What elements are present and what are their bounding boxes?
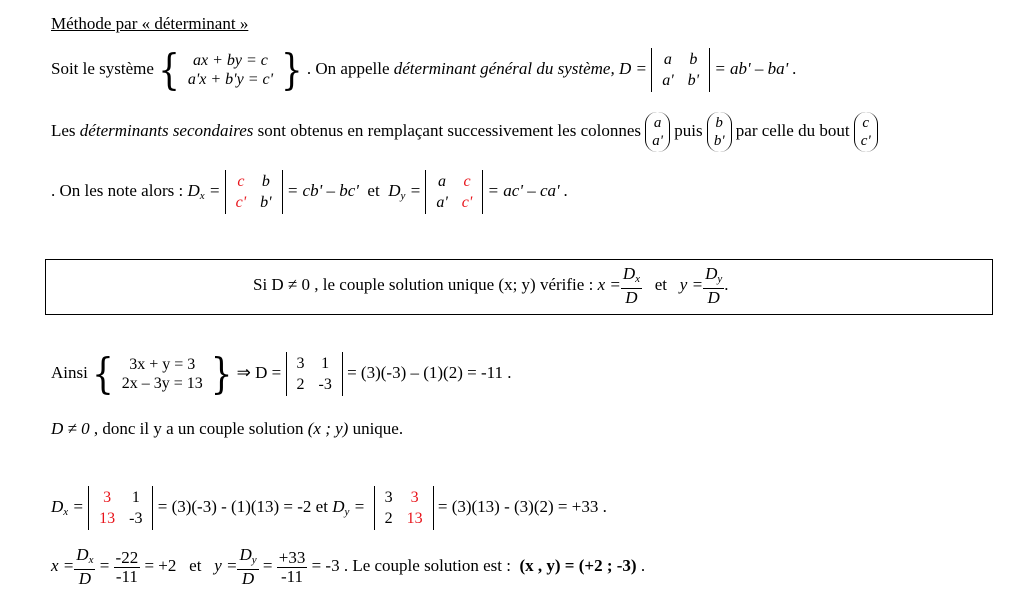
- matrix-cell: c': [461, 194, 473, 211]
- den: D: [241, 569, 255, 588]
- matrix-cell: 3: [296, 355, 305, 372]
- den: D: [707, 288, 720, 307]
- sub: y: [717, 273, 723, 285]
- matrix-cell: a': [436, 194, 448, 211]
- text: = -3 . Le couple solution est :: [311, 555, 511, 575]
- matrix-cell: 2: [296, 376, 305, 393]
- system-eq2: 2x – 3y = 13: [121, 375, 203, 392]
- theorem-content: [253, 265, 729, 307]
- matrix-cell: 13: [406, 510, 423, 527]
- column-c: [854, 112, 878, 152]
- example-line: [51, 349, 512, 399]
- text: . On appelle: [306, 58, 394, 78]
- example-matrix: [286, 352, 343, 396]
- num: [621, 265, 642, 289]
- general-system: [180, 51, 281, 89]
- matrix-cell: -3: [129, 510, 143, 527]
- system-eq1: 3x + y = 3: [129, 356, 196, 373]
- column-b: [707, 112, 732, 152]
- matrix-cell: b: [689, 51, 698, 68]
- label: D: [76, 545, 89, 564]
- text: .: [640, 555, 646, 575]
- dx-example-matrix: [88, 486, 153, 530]
- system-eq2: a'x + b'y = c': [187, 71, 274, 88]
- dy-label: $D_y$ =: [332, 496, 366, 518]
- y-equals: y =: [679, 274, 704, 294]
- text: unique.: [348, 419, 404, 438]
- dy-formula: = ac' – ca' .: [487, 180, 569, 200]
- text: puis: [674, 120, 703, 140]
- text: Les: [51, 120, 80, 140]
- label: D: [388, 180, 401, 200]
- matrix-cell: c': [235, 194, 247, 211]
- matrix-cell: -3: [318, 376, 332, 393]
- col-cell: b': [713, 133, 725, 149]
- left-brace: {: [158, 45, 180, 95]
- heading-text: Méthode par « déterminant »: [51, 14, 249, 33]
- x-fraction: [621, 265, 642, 307]
- text: par celle du bout: [735, 120, 850, 140]
- text: .: [724, 274, 729, 294]
- general-matrix: [651, 48, 710, 92]
- x-equals: x =: [51, 555, 75, 575]
- text: et: [654, 274, 668, 294]
- final-solution-line: x = $\frac{D_x}{D}$ = $\frac{-22}{-11}$ = +2 et y = $\frac{D_y}{D}$ = $\frac{+33}{-11}$ = -3 . Le couple solution est : (x , y) = (+2 ; -3) .: [51, 545, 646, 588]
- dy-example-matrix: [374, 486, 434, 530]
- label: D: [622, 264, 636, 283]
- dy-label: $D_y$ =: [388, 180, 422, 202]
- d-equals: , D =: [610, 58, 647, 78]
- answer: (x , y) = (+2 ; -3): [519, 555, 637, 575]
- sub: x: [88, 554, 94, 566]
- col-cell: a': [652, 133, 663, 149]
- sub: x: [199, 189, 205, 202]
- matrix-cell: a': [662, 72, 674, 89]
- sub: x: [63, 505, 69, 518]
- matrix-cell: 1: [131, 489, 140, 506]
- theorem-text: Si D ≠ 0 , le couple solution unique (x; y) vérifie :: [253, 274, 594, 294]
- col-cell: c': [860, 133, 871, 149]
- col-cell: c: [862, 115, 870, 131]
- matrix-cell: b': [260, 194, 272, 211]
- num: [237, 546, 258, 570]
- label: D: [187, 180, 200, 200]
- dx-label: $D_x$ =: [51, 496, 84, 518]
- x-equals: x =: [597, 274, 621, 294]
- matrix-cell: a: [438, 173, 447, 190]
- dx-result: = (3)(-3) - (1)(13) = -2 et: [157, 496, 328, 516]
- y-fraction: [703, 265, 724, 307]
- dy-matrix: [425, 170, 483, 214]
- label: D: [705, 264, 718, 283]
- y-fraction: [237, 546, 258, 588]
- dy-result: = (3)(13) - (3)(2) = +33 .: [437, 496, 607, 516]
- x-value-fraction: [114, 549, 141, 586]
- example-system: [114, 355, 211, 393]
- num: -22: [115, 547, 139, 567]
- term-general: déterminant général du système: [393, 58, 611, 78]
- dx-dy-calculation: [51, 486, 607, 530]
- right-brace: }: [281, 45, 303, 95]
- matrix-cell: 3: [384, 489, 393, 506]
- dx-label: $D_x$ =: [187, 180, 221, 202]
- text: Ainsi: [51, 362, 88, 382]
- dx-matrix: [225, 170, 283, 214]
- matrix-cell: 3: [410, 489, 419, 506]
- matrix-cell: c: [463, 173, 471, 190]
- d-nonzero-line: [51, 419, 403, 439]
- sub: y: [400, 189, 406, 202]
- left-brace: {: [92, 349, 114, 399]
- matrix-cell: c: [237, 173, 245, 190]
- right-brace: }: [210, 349, 233, 399]
- general-result: = ab' – ba' .: [714, 58, 797, 78]
- y-equals: y =: [214, 555, 238, 575]
- matrix-cell: 13: [99, 510, 116, 527]
- notation-line: [51, 170, 568, 214]
- label: D: [239, 545, 252, 564]
- matrix-cell: b': [687, 72, 700, 89]
- text: , donc il y a un couple solution: [89, 419, 308, 438]
- text: et: [189, 555, 202, 575]
- sub: y: [344, 505, 350, 518]
- y-value-fraction: [277, 549, 308, 586]
- matrix-cell: 2: [384, 510, 393, 527]
- text: (x ; y): [307, 419, 349, 438]
- implies: ⇒ D =: [236, 362, 282, 382]
- heading: [51, 14, 248, 34]
- den: -11: [281, 566, 304, 586]
- sub: y: [251, 554, 257, 566]
- matrix-cell: b: [261, 173, 270, 190]
- system-eq1: ax + by = c: [192, 52, 268, 69]
- col-cell: b: [715, 115, 723, 131]
- text: . On les note alors :: [51, 180, 184, 200]
- den: D: [78, 569, 91, 588]
- text: D ≠ 0: [51, 419, 90, 438]
- num: [74, 546, 95, 570]
- term-secondary: déterminants secondaires: [79, 120, 254, 140]
- matrix-cell: 3: [103, 489, 112, 506]
- x-fraction: [74, 546, 95, 588]
- system-definition-line: [51, 45, 797, 95]
- text: et: [367, 180, 380, 200]
- label: D: [332, 496, 345, 516]
- num: +33: [278, 547, 306, 567]
- intro-text: Soit le système: [51, 58, 154, 78]
- column-a: [645, 112, 670, 152]
- matrix-cell: a: [663, 51, 672, 68]
- col-cell: a: [653, 115, 662, 131]
- text: sont obtenus en remplaçant successivement les colonnes: [253, 120, 641, 140]
- label: D: [51, 496, 64, 516]
- matrix-cell: 1: [321, 355, 330, 372]
- den: -11: [115, 566, 138, 586]
- example-result: = (3)(-3) – (1)(2) = -11 .: [347, 362, 512, 382]
- secondary-determinants-line: [51, 112, 878, 152]
- text: = +2: [144, 555, 177, 575]
- dx-formula: = cb' – bc': [286, 180, 359, 200]
- sub: x: [635, 273, 641, 285]
- den: D: [625, 288, 638, 307]
- num: [703, 265, 724, 289]
